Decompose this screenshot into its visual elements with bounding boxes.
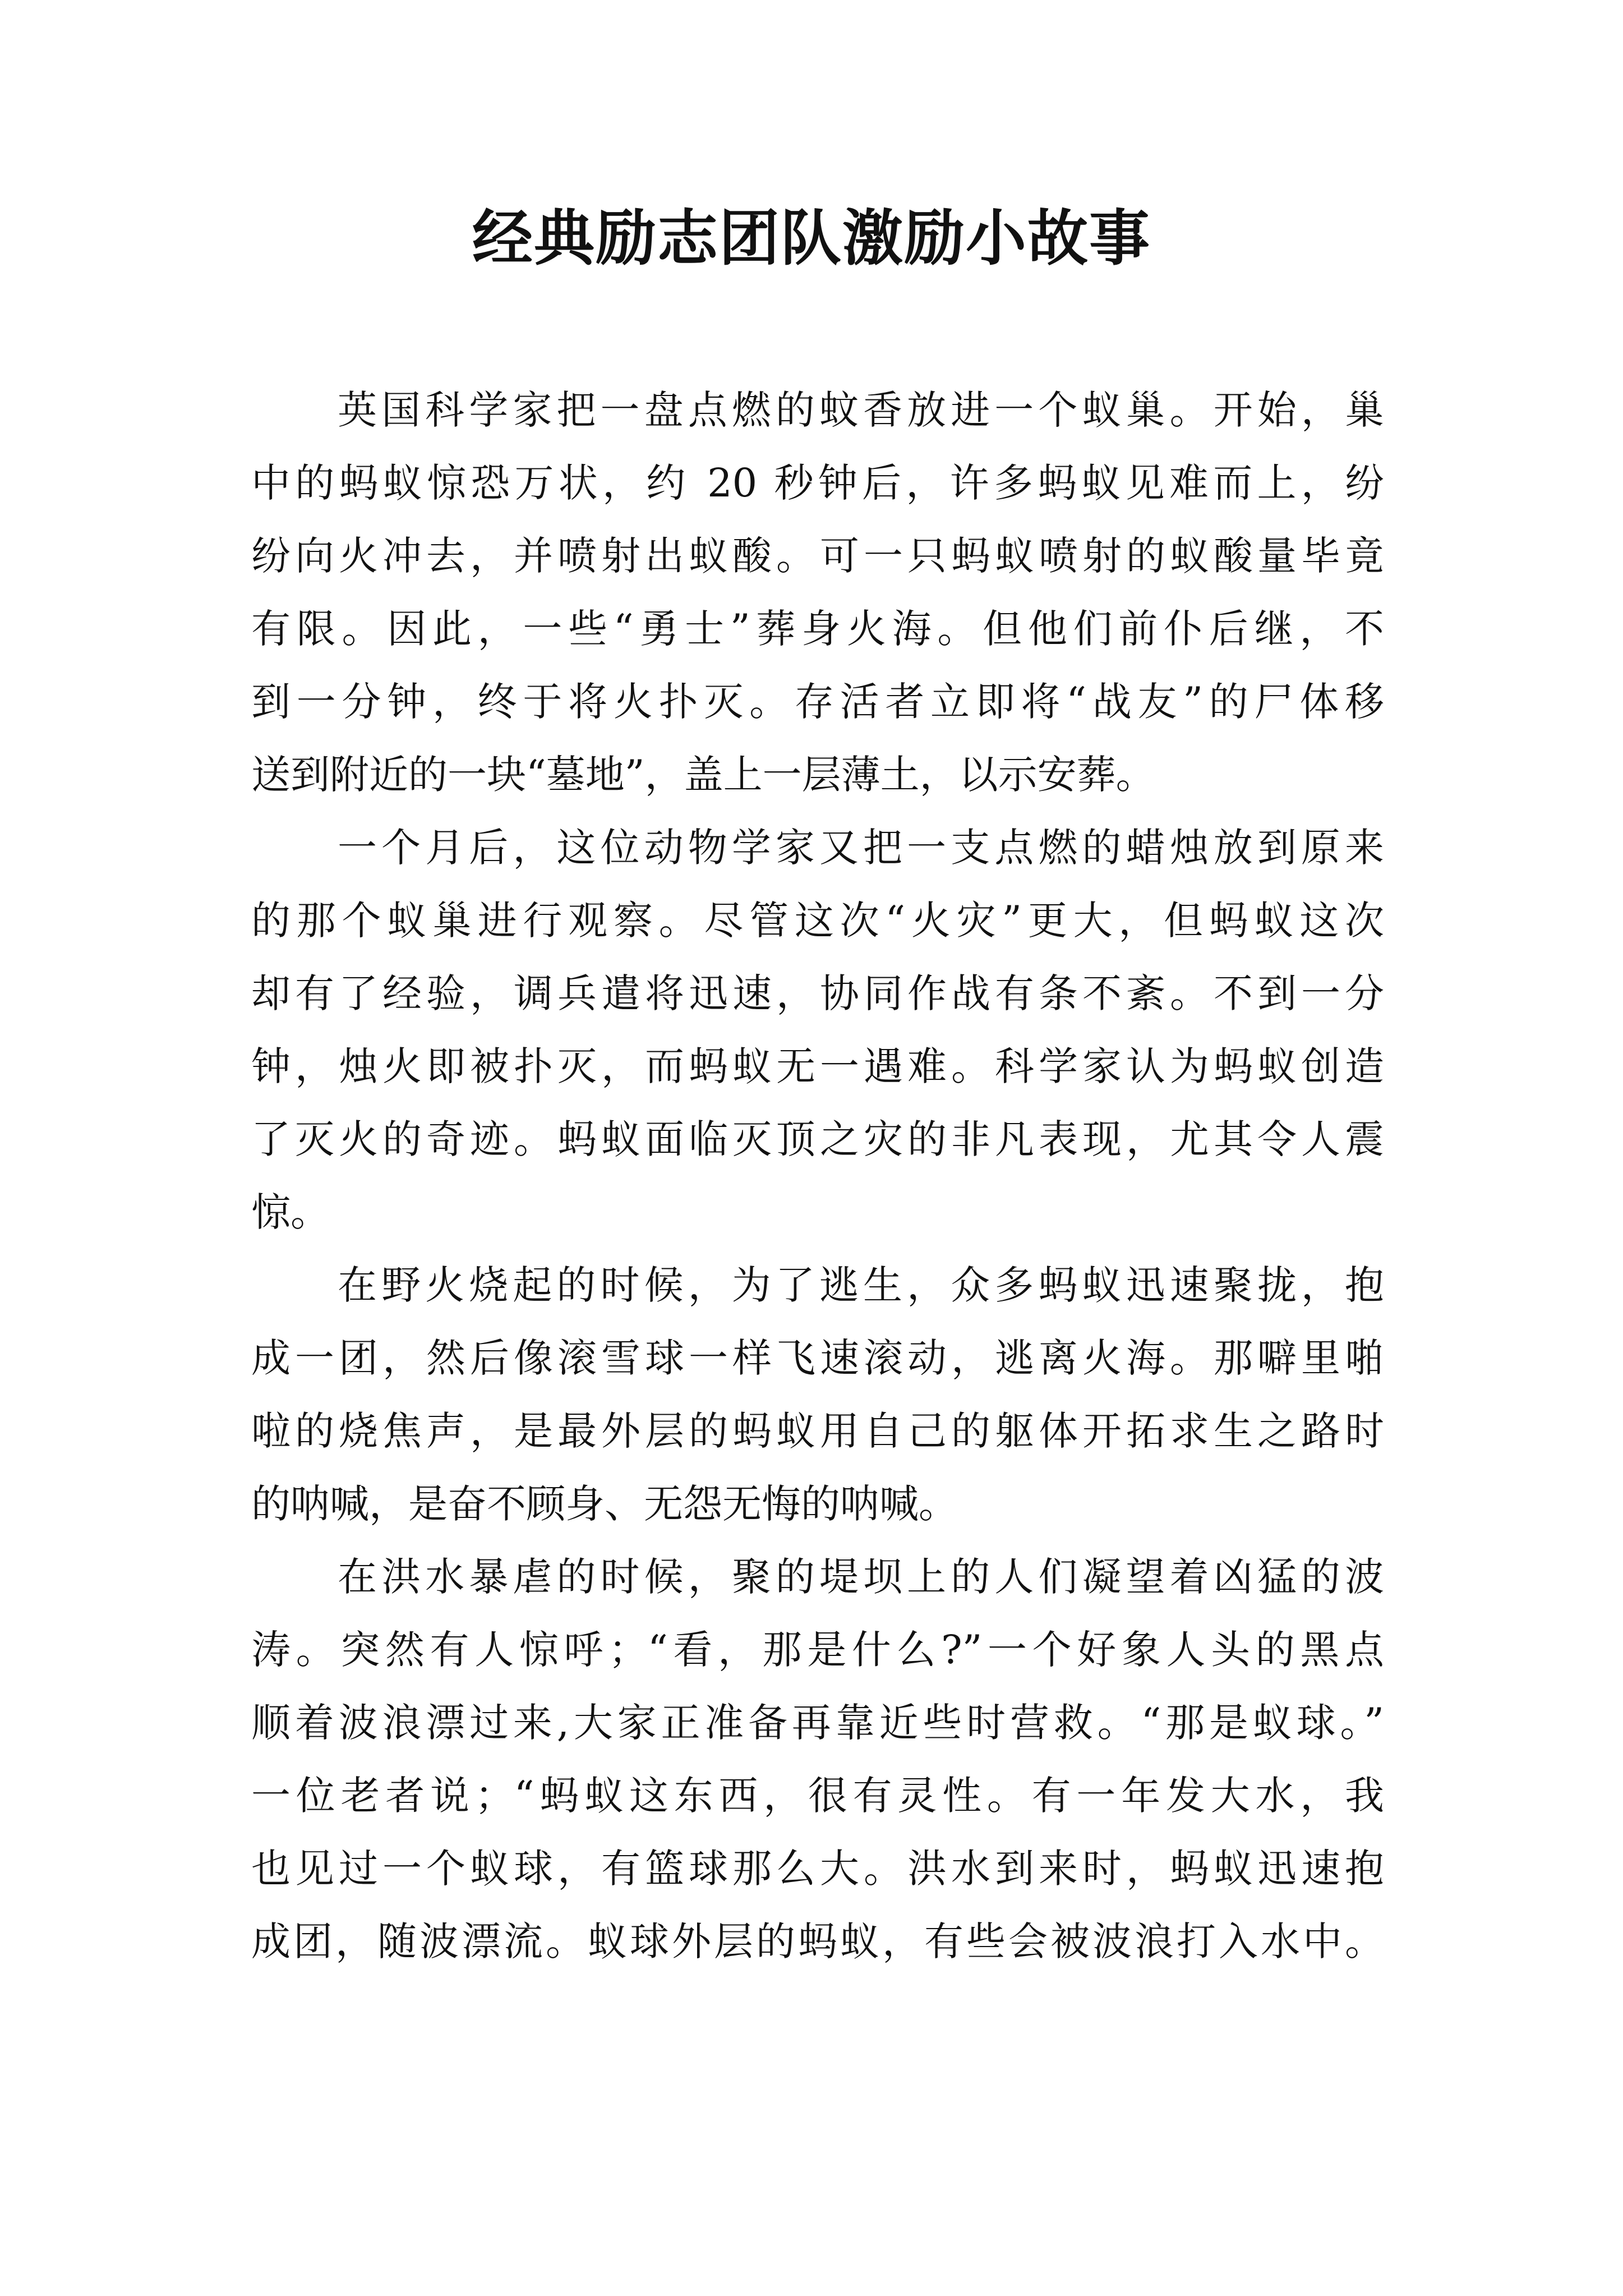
text-line: 钟，烛火即被扑灭，而蚂蚁无一遇难。科学家认为蚂蚁创造	[251, 1043, 1384, 1089]
document-title: 经典励志团队激励小故事	[472, 203, 1151, 274]
text-line: 一位老者说；“蚂蚁这东西，很有灵性。有一年发大水，我	[251, 1773, 1384, 1819]
paragraph-1	[251, 374, 1384, 811]
text-line: 的呐喊，是奋不顾身、无怨无悔的呐喊。	[251, 1481, 958, 1527]
text-line: 在野火烧起的时候，为了逃生，众多蚂蚁迅速聚拢，抱	[338, 1262, 1384, 1308]
paragraph-3	[251, 1249, 1384, 1540]
text-line: 成一团，然后像滚雪球一样飞速滚动，逃离火海。那噼里啪	[251, 1335, 1384, 1381]
text-line: 成团，随波漂流。蚁球外层的蚂蚁，有些会被波浪打入水中。	[251, 1918, 1384, 1964]
text-line: 纷向火冲去，并喷射出蚁酸。可一只蚂蚁喷射的蚁酸量毕竟	[251, 533, 1384, 579]
text-line: 了灭火的奇迹。蚂蚁面临灭顶之灾的非凡表现，尤其令人震	[251, 1116, 1384, 1162]
paragraph-4	[251, 1540, 1384, 1978]
text-line: 惊。	[251, 1189, 330, 1235]
text-line: 有限。因此，一些“勇士”葬身火海。但他们前仆后继，不	[251, 606, 1384, 652]
text-line: 却有了经验，调兵遣将迅速，协同作战有条不紊。不到一分	[251, 970, 1384, 1016]
text-line: 英国科学家把一盘点燃的蚊香放进一个蚁巢。开始，巢	[338, 387, 1384, 433]
text-line: 的那个蚁巢进行观察。尽管这次“火灾”更大，但蚂蚁这次	[251, 898, 1384, 944]
text-line: 到一分钟，终于将火扑灭。存活者立即将“战友”的尸体移	[251, 679, 1384, 725]
text-line: 啦的烧焦声，是最外层的蚂蚁用自己的躯体开拓求生之路时	[251, 1408, 1384, 1454]
text-line: 送到附近的一块“墓地”，盖上一层薄土，以示安葬。	[251, 752, 1155, 798]
text-line: 顺着波浪漂过来,大家正准备再靠近些时营救。“那是蚁球。”	[251, 1700, 1384, 1746]
story-body	[251, 374, 1384, 1978]
text-line: 也见过一个蚁球，有篮球那么大。洪水到来时，蚂蚁迅速抱	[251, 1846, 1384, 1892]
text-line: 一个月后，这位动物学家又把一支点燃的蜡烛放到原来	[338, 825, 1384, 871]
paragraph-2	[251, 811, 1384, 1249]
text-line: 涛。突然有人惊呼；“看，那是什么?”一个好象人头的黑点	[251, 1627, 1384, 1673]
text-line: 中的蚂蚁惊恐万状，约 20 秒钟后，许多蚂蚁见难而上，纷	[251, 460, 1384, 506]
text-line: 在洪水暴虐的时候，聚的堤坝上的人们凝望着凶猛的波	[338, 1554, 1384, 1600]
